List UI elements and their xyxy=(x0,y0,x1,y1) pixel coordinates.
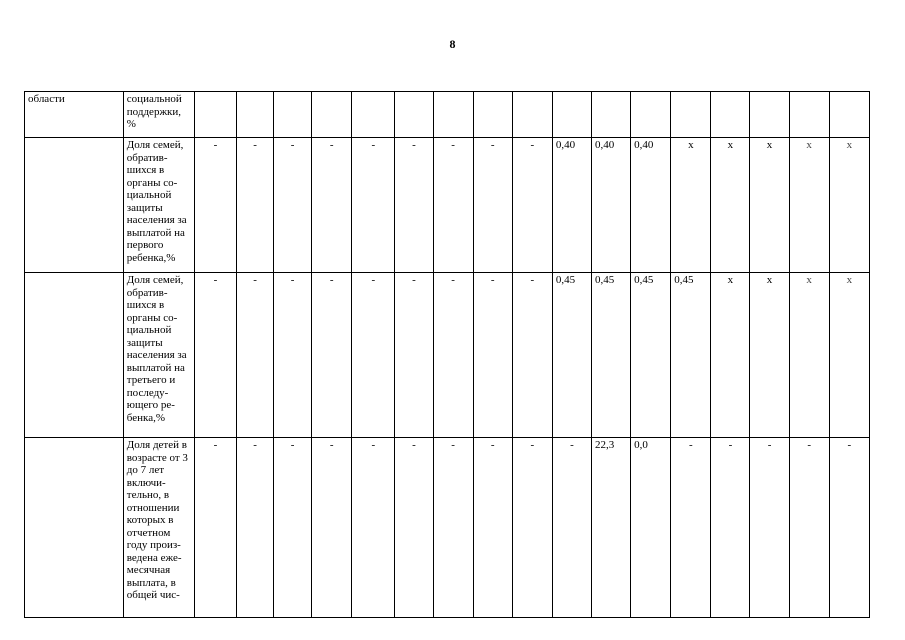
value-cell: - xyxy=(312,438,352,618)
value-cell xyxy=(592,92,631,138)
indicator-cell: Доля семей, обратив-шихся в органы со-циальной защиты населения за выплатой на первого ребенка,% xyxy=(123,138,194,273)
value-cell: - xyxy=(352,438,395,618)
value-cell xyxy=(789,92,829,138)
value-cell: - xyxy=(312,138,352,273)
table-row xyxy=(25,438,870,618)
value-cell: x xyxy=(829,138,869,273)
value-cell: x xyxy=(789,138,829,273)
value-cell: 0,40 xyxy=(631,138,671,273)
value-cell: - xyxy=(194,273,236,438)
region-cell xyxy=(25,273,124,438)
value-cell xyxy=(631,92,671,138)
value-cell: - xyxy=(237,138,274,273)
value-cell: - xyxy=(552,438,591,618)
value-cell: x xyxy=(789,273,829,438)
value-cell: - xyxy=(671,438,711,618)
value-cell xyxy=(750,92,789,138)
page-number: 8 xyxy=(449,37,456,51)
value-cell: 0,45 xyxy=(552,273,591,438)
value-cell: x xyxy=(750,138,789,273)
value-cell: - xyxy=(395,138,433,273)
region-cell xyxy=(25,138,124,273)
value-cell: 0,40 xyxy=(552,138,591,273)
value-cell xyxy=(552,92,591,138)
value-cell: - xyxy=(352,138,395,273)
table-row xyxy=(25,92,870,138)
value-cell xyxy=(671,92,711,138)
region-cell: области xyxy=(25,92,124,138)
value-cell: x xyxy=(711,273,750,438)
value-cell: - xyxy=(473,273,512,438)
value-cell: - xyxy=(194,138,236,273)
value-cell xyxy=(352,92,395,138)
value-cell: - xyxy=(395,438,433,618)
value-cell: x xyxy=(829,273,869,438)
value-cell: - xyxy=(274,273,312,438)
value-cell: - xyxy=(512,273,552,438)
value-cell xyxy=(194,92,236,138)
value-cell xyxy=(395,92,433,138)
value-cell: 22,3 xyxy=(592,438,631,618)
value-cell: - xyxy=(711,438,750,618)
value-cell: - xyxy=(274,138,312,273)
value-cell: - xyxy=(473,438,512,618)
value-cell xyxy=(473,92,512,138)
region-cell xyxy=(25,438,124,618)
value-cell: 0,0 xyxy=(631,438,671,618)
indicator-cell: Доля семей, обратив-шихся в органы со-циальной защиты населения за выплатой на третьего и последу-ющего ре-бенка,% xyxy=(123,273,194,438)
value-cell: - xyxy=(789,438,829,618)
indicator-cell: социальной поддержки, % xyxy=(123,92,194,138)
value-cell: 0,45 xyxy=(631,273,671,438)
value-cell: - xyxy=(433,438,473,618)
value-cell xyxy=(829,92,869,138)
value-cell: 0,45 xyxy=(592,273,631,438)
value-cell xyxy=(312,92,352,138)
value-cell: 0,40 xyxy=(592,138,631,273)
value-cell xyxy=(274,92,312,138)
value-cell xyxy=(711,92,750,138)
value-cell: - xyxy=(433,273,473,438)
value-cell: x xyxy=(671,138,711,273)
value-cell: - xyxy=(395,273,433,438)
value-cell: - xyxy=(312,273,352,438)
indicator-cell: Доля детей в возрасте от 3 до 7 лет включи-тельно, в отношении которых в отчетном году произ-ведена еже-месячная выплата, в общей чис- xyxy=(123,438,194,618)
value-cell: - xyxy=(237,273,274,438)
value-cell: x xyxy=(750,273,789,438)
table-row xyxy=(25,138,870,273)
value-cell: - xyxy=(473,138,512,273)
value-cell: - xyxy=(512,138,552,273)
value-cell: - xyxy=(352,273,395,438)
value-cell: x xyxy=(711,138,750,273)
value-cell xyxy=(237,92,274,138)
value-cell: - xyxy=(829,438,869,618)
value-cell xyxy=(512,92,552,138)
value-cell: - xyxy=(433,138,473,273)
value-cell: - xyxy=(237,438,274,618)
value-cell: - xyxy=(274,438,312,618)
value-cell: - xyxy=(512,438,552,618)
value-cell xyxy=(433,92,473,138)
value-cell: 0,45 xyxy=(671,273,711,438)
table-row xyxy=(25,273,870,438)
value-cell: - xyxy=(194,438,236,618)
indicator-table xyxy=(24,91,870,618)
value-cell: - xyxy=(750,438,789,618)
